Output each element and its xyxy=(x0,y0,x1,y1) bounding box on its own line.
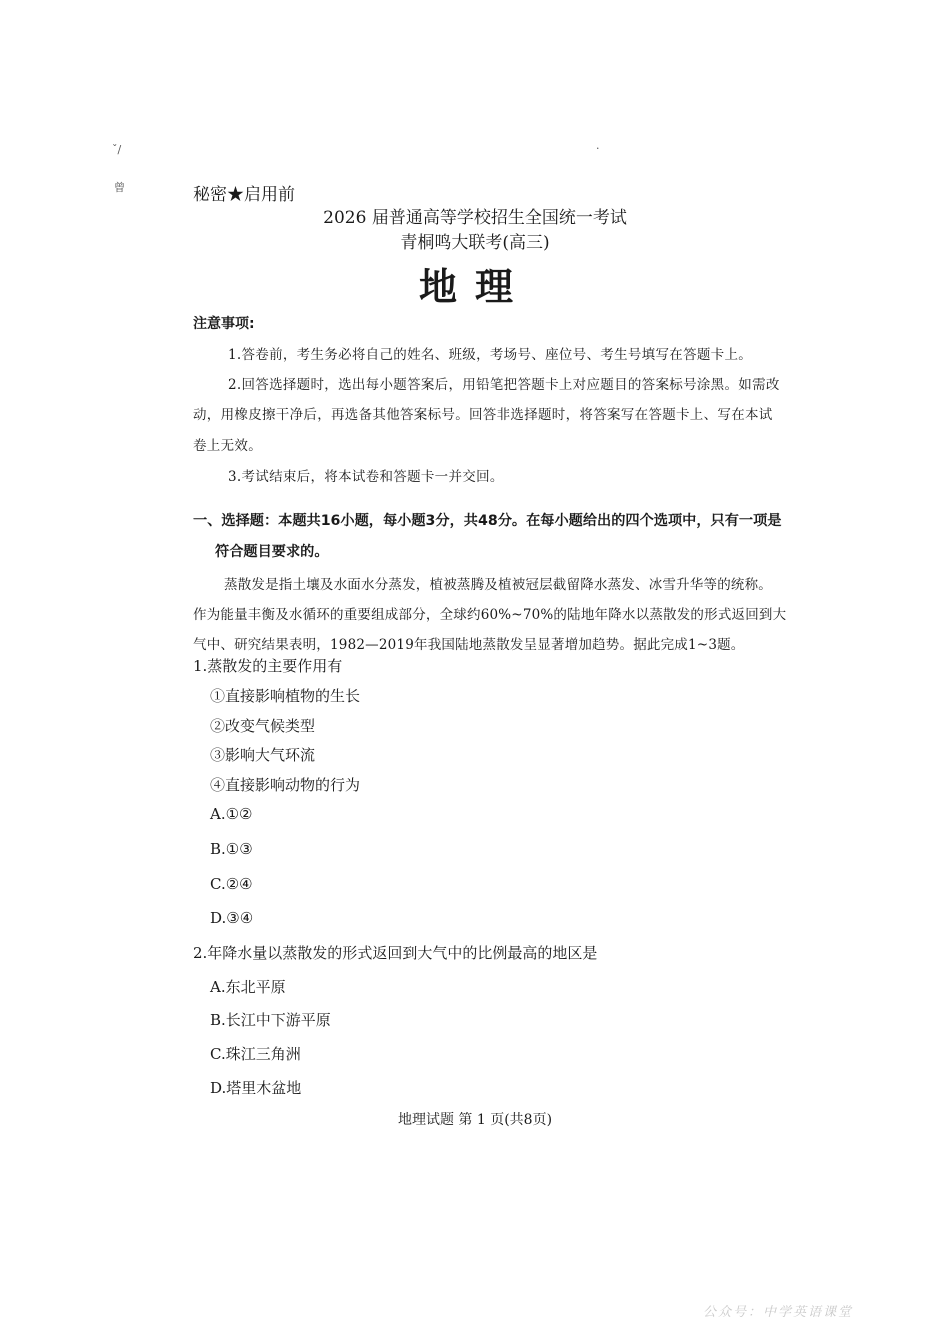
answer-option: D.③④ xyxy=(210,909,254,927)
answer-option: C.②④ xyxy=(210,875,253,893)
answer-option: B.长江中下游平原 xyxy=(210,1011,331,1029)
side-char: 曾 xyxy=(114,181,125,194)
notice-line: 1.答卷前，考生务必将自己的姓名、班级，考场号、座位号、考生号填写在答题卡上。 xyxy=(228,347,753,363)
question-item: ③影响大气环流 xyxy=(210,746,316,764)
passage-line: 气中、研究结果表明，1982—2019年我国陆地蒸散发呈显著增加趋势。据此完成1~3题。 xyxy=(193,637,745,653)
exam-subtitle: 青桐鸣大联考(高三) xyxy=(400,233,550,253)
answer-option: A.①② xyxy=(210,805,253,823)
question-item: ②改变气候类型 xyxy=(210,717,316,735)
answer-option: D.塔里木盆地 xyxy=(210,1079,302,1097)
answer-option: A.东北平原 xyxy=(210,978,286,996)
page-footer: 地理试题 第 1 页(共8页) xyxy=(397,1112,553,1128)
question-stem: 1.蒸散发的主要作用有 xyxy=(193,657,343,675)
exam-title: 2026 届普通高等学校招生全国统一考试 xyxy=(323,208,627,228)
answer-option: B.①③ xyxy=(210,840,253,858)
question-item: ①直接影响植物的生长 xyxy=(210,687,361,705)
passage-line: 蒸散发是指土壤及水面水分蒸发，植被蒸腾及植被冠层截留降水蒸发、冰雪升华等的统称。 xyxy=(224,577,772,593)
answer-option: C.珠江三角洲 xyxy=(210,1045,301,1063)
section-heading: 一、选择题：本题共16小题，每小题3分，共48分。在每小题给出的四个选项中，只有一项是 xyxy=(193,513,782,529)
notice-line: 动，用橡皮擦干净后，再选备其他答案标号。回答非选择题时，将答案写在答题卡上、写在本试 xyxy=(193,407,773,423)
notice-title: 注意事项: xyxy=(193,316,255,332)
corner-dot: · xyxy=(596,142,600,155)
question-item: ④直接影响动物的行为 xyxy=(210,776,361,794)
notice-line: 2.回答选择题时，选出每小题答案后，用铅笔把答题卡上对应题目的答案标号涂黑。如需改 xyxy=(228,377,780,393)
passage-line: 作为能量丰衡及水循环的重要组成部分，全球约60%~70%的陆地年降水以蒸散发的形式返回到大 xyxy=(193,607,787,623)
secret-label: 秘密★启用前 xyxy=(193,185,295,205)
subject-title: 地理 xyxy=(418,265,531,309)
watermark-text: 公众号：中学英语课堂 xyxy=(703,1305,854,1320)
notice-line: 3.考试结束后，将本试卷和答题卡一并交回。 xyxy=(228,469,504,485)
corner-mark: ˇ/ xyxy=(112,143,122,156)
notice-line: 卷上无效。 xyxy=(193,438,262,454)
question-stem: 2.年降水量以蒸散发的形式返回到大气中的比例最高的地区是 xyxy=(193,944,598,962)
section-heading-cont: 符合题目要求的。 xyxy=(215,544,329,560)
